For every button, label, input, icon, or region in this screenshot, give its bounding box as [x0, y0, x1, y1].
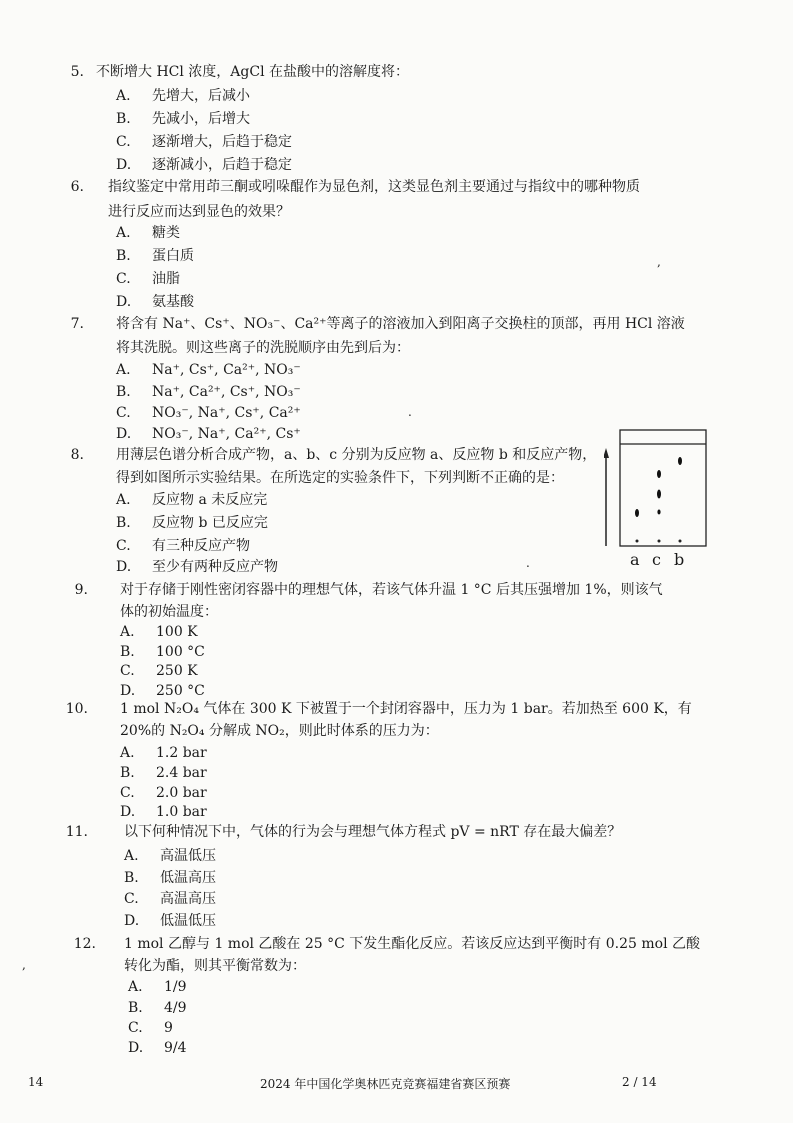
- option-label: C.: [116, 538, 131, 554]
- lane-label-a: a: [630, 550, 640, 569]
- option-c: [128, 1017, 173, 1039]
- option-text: Na⁺, Ca²⁺, Cs⁺, NO₃⁻: [152, 384, 301, 400]
- option-a: [120, 742, 207, 764]
- option-label: A.: [116, 362, 131, 378]
- option-d: [120, 801, 207, 823]
- option-text: 先减小，后增大: [152, 111, 250, 127]
- arrow-head: [604, 448, 609, 458]
- spot-c-3: [657, 510, 660, 515]
- question-stem-line: 将含有 Na⁺、Cs⁺、NO₃⁻、Ca²⁺等离子的溶液加入到阳离子交换柱的顶部，再用 HCl 溶液: [116, 316, 685, 332]
- option-label: D.: [120, 804, 136, 820]
- option-c: [116, 268, 180, 290]
- question-number: 9.: [74, 582, 88, 598]
- question-stem-line: 将其洗脱。则这些离子的洗脱顺序由先到后为：: [116, 340, 410, 356]
- option-d: [116, 423, 301, 445]
- origin-spot-a: [636, 540, 639, 543]
- option-text: NO₃⁻, Na⁺, Cs⁺, Ca²⁺: [152, 405, 301, 421]
- option-label: D.: [120, 683, 136, 699]
- option-label: B.: [128, 1000, 143, 1016]
- option-label: A.: [120, 624, 135, 640]
- option-label: C.: [120, 785, 135, 801]
- option-label: B.: [120, 644, 135, 660]
- question-number: 10.: [65, 701, 88, 717]
- option-text: 高温低压: [160, 848, 216, 864]
- question-stem-line: 1 mol 乙醇与 1 mol 乙酸在 25 °C 下发生酯化反应。若该反应达到平衡时有 0.25 mol 乙酸: [124, 936, 701, 952]
- option-d: [116, 154, 292, 176]
- option-label: B.: [116, 515, 131, 531]
- origin-spot-b: [679, 540, 682, 543]
- option-c: [124, 888, 216, 910]
- option-text: 低温低压: [160, 913, 216, 929]
- option-text: 2.0 bar: [156, 785, 207, 801]
- option-b: [120, 762, 207, 784]
- option-label: D.: [116, 426, 132, 442]
- tlc-plate-svg: [604, 428, 708, 548]
- question-number: 6.: [70, 179, 84, 195]
- option-text: 250 K: [156, 663, 198, 679]
- question-stem-line: 得到如图所示实验结果。在所选定的实验条件下，下列判断不正确的是：: [116, 470, 564, 486]
- option-b: [116, 108, 250, 130]
- option-label: D.: [116, 559, 132, 575]
- option-text: 4/9: [164, 1000, 187, 1016]
- spot-c-1: [657, 470, 661, 478]
- origin-spot-c: [658, 540, 661, 543]
- spot-c-2: [657, 490, 661, 499]
- spot-a: [635, 509, 639, 517]
- option-b: [128, 997, 187, 1019]
- option-text: 高温高压: [160, 891, 216, 907]
- option-label: C.: [116, 134, 131, 150]
- option-text: 蛋白质: [152, 248, 194, 264]
- scan-speck: .: [526, 556, 530, 570]
- tlc-plate: [620, 430, 706, 546]
- option-text: 先增大，后减小: [152, 88, 250, 104]
- option-text: 反应物 a 未反应完: [152, 492, 268, 508]
- option-label: C.: [124, 891, 139, 907]
- option-text: 2.4 bar: [156, 765, 207, 781]
- question-stem-line: 进行反应而达到显色的效果？: [108, 204, 290, 220]
- question-number: 11.: [65, 824, 88, 840]
- question-stem-line: 体的初始温度：: [120, 604, 218, 620]
- option-c: [116, 402, 301, 424]
- scan-speck: ,: [657, 255, 661, 269]
- option-b: [116, 381, 301, 403]
- option-text: 9/4: [164, 1040, 187, 1056]
- option-label: A.: [128, 979, 143, 995]
- option-label: D.: [128, 1040, 144, 1056]
- option-label: D.: [116, 294, 132, 310]
- footer-left-number: 14: [28, 1075, 44, 1089]
- option-b: [116, 245, 194, 267]
- option-label: A.: [124, 848, 139, 864]
- option-label: B.: [116, 248, 131, 264]
- option-text: 250 °C: [156, 683, 205, 699]
- option-label: C.: [128, 1020, 143, 1036]
- option-text: NO₃⁻, Na⁺, Ca²⁺, Cs⁺: [152, 426, 301, 442]
- lane-label-b: b: [674, 550, 685, 569]
- question-stem-line: 20%的 N₂O₄ 分解成 NO₂，则此时体系的压力为：: [120, 723, 439, 739]
- question-stem-line: 1 mol N₂O₄ 气体在 300 K 下被置于一个封闭容器中，压力为 1 bar。若加热至 600 K，有: [120, 701, 692, 717]
- footer-page-number: 2 / 14: [622, 1075, 657, 1089]
- option-label: C.: [120, 663, 135, 679]
- option-b: [116, 512, 268, 534]
- option-a: [128, 976, 187, 998]
- question-stem-line: 不断增大 HCl 浓度，AgCl 在盐酸中的溶解度将：: [96, 64, 410, 80]
- option-text: 1/9: [164, 979, 187, 995]
- option-text: 1.0 bar: [156, 804, 207, 820]
- option-d: [124, 910, 216, 932]
- option-d: [116, 556, 278, 578]
- question-stem-line: 以下何种情况下中，气体的行为会与理想气体方程式 pV = nRT 存在最大偏差？: [124, 824, 622, 840]
- question-stem-line: 指纹鉴定中常用茚三酮或吲哚醌作为显色剂，这类显色剂主要通过与指纹中的哪种物质: [108, 179, 640, 195]
- question-number: 12.: [73, 936, 96, 952]
- option-a: [116, 359, 301, 381]
- question-stem-line: 对于存储于刚性密闭容器中的理想气体，若该气体升温 1 °C 后其压强增加 1%，则该气: [120, 582, 663, 598]
- option-label: B.: [124, 870, 139, 886]
- option-text: 逐渐减小，后趋于稳定: [152, 157, 292, 173]
- option-d: [128, 1037, 187, 1059]
- footer-title: 2024 年中国化学奥林匹克竞赛福建省赛区预赛: [260, 1077, 511, 1091]
- option-text: 低温高压: [160, 870, 216, 886]
- tlc-diagram: [604, 428, 708, 548]
- option-text: 有三种反应产物: [152, 538, 250, 554]
- question-number: 7.: [70, 316, 84, 332]
- option-text: 逐渐增大，后趋于稳定: [152, 134, 292, 150]
- question-number: 5.: [70, 64, 84, 80]
- option-label: A.: [116, 492, 131, 508]
- option-a: [116, 85, 250, 107]
- option-text: 油脂: [152, 271, 180, 287]
- scan-speck: ,: [22, 958, 26, 972]
- option-text: 氨基酸: [152, 294, 194, 310]
- option-a: [124, 845, 216, 867]
- option-a: [116, 222, 180, 244]
- option-text: 100 °C: [156, 644, 205, 660]
- option-label: D.: [116, 157, 132, 173]
- option-label: C.: [116, 405, 131, 421]
- option-label: B.: [120, 765, 135, 781]
- lane-label-c: c: [652, 550, 661, 569]
- option-text: 1.2 bar: [156, 745, 207, 761]
- option-text: 9: [164, 1020, 173, 1036]
- option-label: A.: [120, 745, 135, 761]
- scan-speck: .: [408, 405, 412, 419]
- option-c: [116, 131, 292, 153]
- option-text: 至少有两种反应产物: [152, 559, 278, 575]
- option-a: [116, 489, 267, 511]
- option-text: 糖类: [152, 225, 180, 241]
- option-text: Na⁺, Cs⁺, Ca²⁺, NO₃⁻: [152, 362, 301, 378]
- option-label: C.: [116, 271, 131, 287]
- spot-b: [678, 457, 682, 465]
- question-number: 8.: [70, 447, 84, 463]
- option-b: [124, 867, 216, 889]
- option-c: [116, 535, 250, 557]
- option-c: [120, 660, 198, 682]
- option-label: D.: [124, 913, 140, 929]
- option-label: A.: [116, 225, 131, 241]
- question-stem-line: 转化为酯，则其平衡常数为：: [124, 958, 306, 974]
- option-label: B.: [116, 111, 131, 127]
- option-label: A.: [116, 88, 131, 104]
- option-a: [120, 621, 198, 643]
- option-text: 100 K: [156, 624, 198, 640]
- question-stem-line: 用薄层色谱分析合成产物，a、b、c 分别为反应物 a、反应物 b 和反应产物，: [116, 447, 597, 463]
- option-d: [116, 291, 194, 313]
- option-label: B.: [116, 384, 131, 400]
- option-text: 反应物 b 已反应完: [152, 515, 268, 531]
